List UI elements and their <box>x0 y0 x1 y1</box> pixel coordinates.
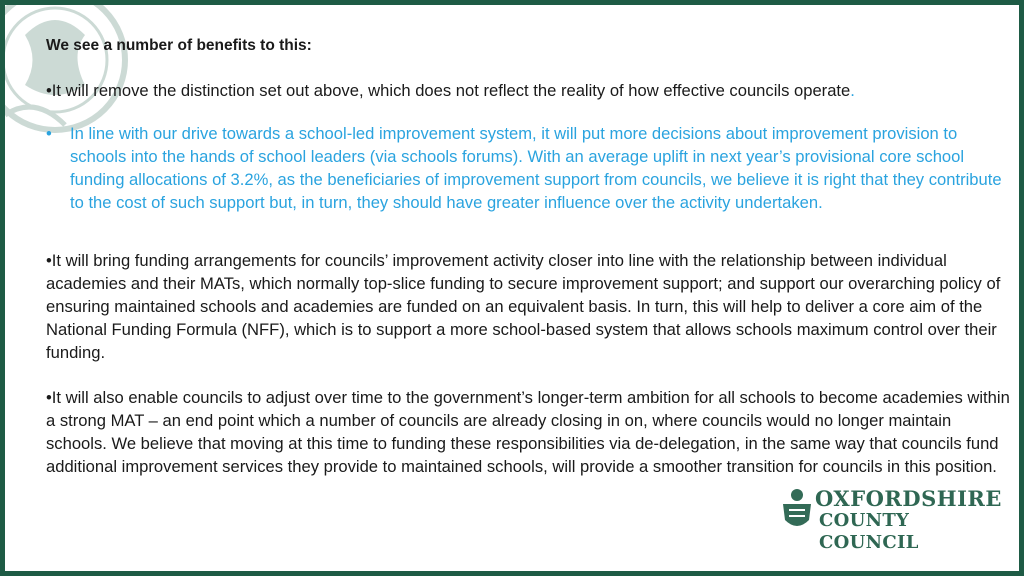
logo-text <box>815 488 1002 554</box>
benefit-point-2-text: In line with our drive towards a school-led improvement system, it will put more decisions about improvement provision to schools into the hands of school leaders (via schools forums). With an average uplift in next year’s provisional core school funding allocations of 3.2%, as the beneficiaries of improvement support from councils, we believe it is right that they contribute to the cost of such support but, in turn, they should have greater influence over the activity undertaken. <box>70 124 1002 212</box>
county-crest-icon <box>775 486 819 536</box>
benefit-point-2 <box>46 122 1011 214</box>
benefit-point-1-text: •It will remove the distinction set out above, which does not reflect the reality of how effective councils operate <box>46 81 851 100</box>
slide-heading: We see a number of benefits to this: <box>46 37 312 54</box>
bullet-marker: • <box>46 124 52 143</box>
benefit-point-4: •It will also enable councils to adjust over time to the government’s longer-term ambition for all schools to become academies within a strong MAT – an end point which a number of councils are already closing in on, where councils would no longer maintain schools. We believe that moving at this time to funding these responsibilities via de-delegation, in the same way that councils fund additional improvement services they provide to maintained schools, will provide a smoother transition for councils in this position. <box>46 388 1010 476</box>
logo-line-1: OXFORDSHIRE <box>815 486 1002 511</box>
slide-content <box>46 35 1011 478</box>
logo-line-2: COUNTY COUNCIL <box>819 510 919 553</box>
benefit-point-1 <box>46 79 1011 102</box>
benefit-point-1-end: . <box>850 81 855 100</box>
benefit-point-3: •It will bring funding arrangements for councils’ improvement activity closer into line with the relationship between individual academies and their MATs, which normally top-slice funding to secure improvement support; and support our overarching policy of ensuring maintained schools and academies are funded on an equivalent basis. In turn, this will help to deliver a core aim of the National Funding Formula (NFF), which is to support a more school-based system that allows schools maximum control over their funding. <box>46 251 1001 362</box>
oxfordshire-county-council-logo <box>775 486 1002 553</box>
